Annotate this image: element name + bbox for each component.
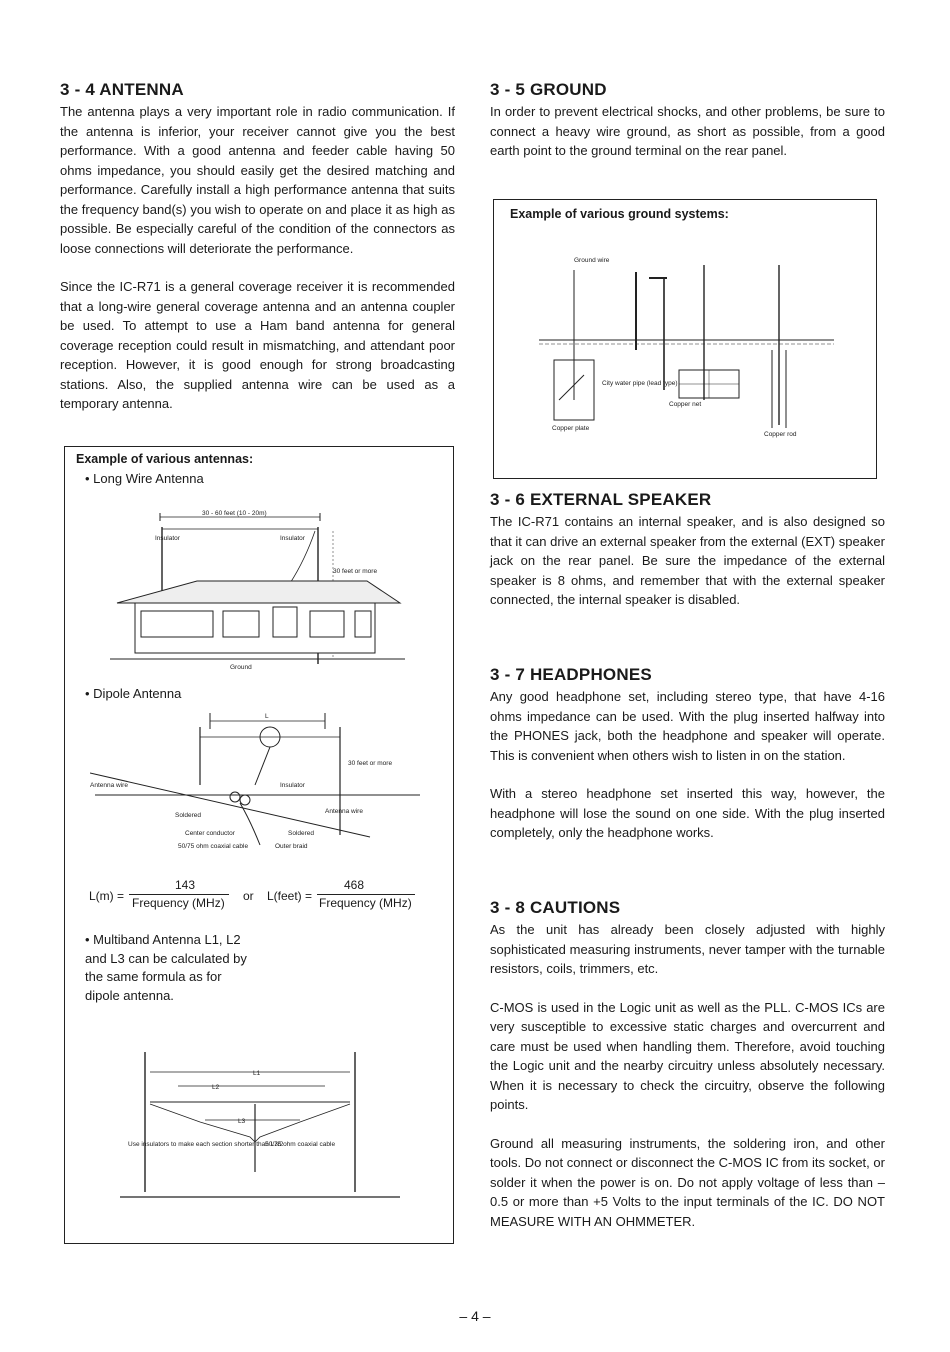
cautions-section	[490, 898, 885, 1231]
copper-plate-label: Copper plate	[552, 425, 590, 432]
formula-num1: 143	[175, 878, 196, 892]
ground-examples-box	[493, 199, 877, 479]
water-pipe-label: City water pipe (lead type)	[602, 380, 678, 387]
ground-paragraph: In order to prevent electrical shocks, and other problems, be sure to connect a heavy wire ground, as short as possible, from a good earth point to the ground terminal on the rear panel.	[490, 104, 885, 158]
dipole-coax-label: 50/75 ohm coaxial cable	[178, 843, 249, 850]
formula-lm: L(m) =	[89, 889, 125, 903]
copper-net-label: Copper net	[669, 401, 702, 408]
longwire-label: • Long Wire Antenna	[85, 471, 204, 486]
dipole-antenna-wire-right: Antenna wire	[325, 808, 363, 815]
dipole-formula	[89, 875, 429, 915]
longwire-height-label: 30 feet or more	[333, 568, 378, 575]
antenna-examples-box	[64, 446, 454, 1244]
page-number: – 4 –	[459, 1308, 491, 1324]
multiband-l1: L1	[253, 1070, 261, 1077]
longwire-insulator-left: Insulator	[155, 535, 180, 542]
dipole-antenna-wire-left: Antenna wire	[90, 782, 128, 789]
right-column	[490, 80, 885, 161]
ground-box-title: Example of various ground systems:	[510, 207, 729, 221]
multiband-l3: L3	[238, 1118, 246, 1125]
formula-lft: L(feet) =	[267, 889, 313, 903]
longwire-ground-label: Ground	[230, 664, 252, 671]
dipole-insulator-label: Insulator	[280, 782, 305, 789]
formula-den1: Frequency (MHz)	[132, 896, 225, 910]
dipole-soldered-left: Soldered	[175, 812, 202, 819]
dipole-braid-label: Outer braid	[275, 843, 308, 850]
left-column	[60, 80, 455, 414]
longwire-span-label: 30 - 60 feet (10 - 20m)	[202, 510, 267, 517]
headphones-heading: 3 - 7 HEADPHONES	[490, 665, 652, 684]
longwire-insulator-right: Insulator	[280, 535, 305, 542]
dipole-center-conductor: Center conductor	[185, 830, 235, 837]
ground-systems-diagram	[534, 250, 854, 450]
dipole-label: • Dipole Antenna	[85, 686, 182, 701]
dipole-soldered-right: Soldered	[288, 830, 315, 837]
speaker-paragraph: The IC-R71 contains an internal speaker, and is also designed so that it can drive an external speaker from the external (EXT) speaker jack on the rear panel. Be sure the impedance of the external speaker is 8 ohms, and remember that with the external speaker connected, the internal speaker is disabled.	[490, 514, 885, 607]
headphones-section	[490, 665, 885, 843]
copper-rod-label: Copper rod	[764, 431, 797, 438]
headphones-paragraph-2: With a stereo headphone set inserted this way, however, the headphone will lose the sound on one side. With the plug inserted completely, only the headphone works.	[490, 786, 885, 840]
longwire-antenna-diagram	[105, 499, 425, 679]
dipole-height-label: 30 feet or more	[348, 760, 393, 767]
antenna-paragraph-2: Since the IC-R71 is a general coverage receiver it is recommended that a long-wire general coverage antenna and an antenna coupler be used. To attempt to use a Ham band antenna for general coverage reception could result in mismatching, and attendant poor reception. However, it is good enough for strong broadcasting stations. Also, the supplied antenna wire can be used as a temporary antenna.	[60, 279, 455, 411]
formula-num2: 468	[344, 878, 365, 892]
antenna-box-title: Example of various antennas:	[76, 452, 254, 466]
multiband-insulators-note: Use insulators to make each section shorter than L3/2	[128, 1141, 284, 1148]
cautions-paragraph-2: C-MOS is used in the Logic unit as well as the PLL. C-MOS ICs are very susceptible to excessive static charges and overcurrent and care must be used when handling them. Therefore, avoid touching the Logic unit and the nearby circuitry unless absolutely necessary. When it is necessary to check the circuitry, observe the following points.	[490, 999, 885, 1112]
ground-heading: 3 - 5 GROUND	[490, 80, 607, 99]
multiband-coax-label: 50/75 ohm coaxial cable	[265, 1141, 336, 1148]
multiband-l2: L2	[212, 1084, 220, 1091]
cautions-paragraph-1: As the unit has already been closely adjusted with highly sophisticated measuring instruments, never tamper with the turnable resistors, coils, trimmers, etc.	[490, 922, 885, 976]
antenna-paragraph-1: The antenna plays a very important role in radio communication. If the antenna is inferior, your receiver cannot give you the best performance. With a good antenna and feeder cable having 50 ohms impedance, you should easily get the desired matching and performance. Carefully install a high performance antenna that suits the frequency band(s) you wish to operate on and place it as high as possible. Be especially careful of the condition of the connectors as loose connections will deteriorate the performance.	[60, 104, 455, 256]
multiband-antenna-diagram	[110, 1042, 430, 1212]
speaker-section	[490, 490, 885, 610]
speaker-heading: 3 - 6 EXTERNAL SPEAKER	[490, 490, 712, 509]
multiband-text: • Multiband Antenna L1, L2 and L3 can be calculated by the same formula as for dipole antenna.	[85, 932, 247, 1003]
dipole-l-label: L	[265, 713, 269, 720]
antenna-heading: 3 - 4 ANTENNA	[60, 80, 184, 99]
cautions-heading: 3 - 8 CAUTIONS	[490, 898, 621, 917]
dipole-antenna-diagram	[90, 705, 430, 855]
formula-den2: Frequency (MHz)	[319, 896, 412, 910]
cautions-paragraph-3: Ground all measuring instruments, the soldering iron, and other tools. Do not connect or disconnect the C-MOS IC from its socket, or solder it when the power is on. Do not apply voltage of less than –0.5 or more than +5 Volts to the input terminals of the IC. DO NOT MEASURE WITH AN OHMMETER.	[490, 1135, 885, 1229]
ground-wire-label: Ground wire	[574, 257, 610, 264]
formula-or: or	[243, 889, 254, 903]
headphones-paragraph-1: Any good headphone set, including stereo type, that have 4-16 ohms impedance can be used. With the plug inserted halfway into the PHONES jack, both the headphone and speaker will operate. This is convenient when others wish to listen in on the station.	[490, 689, 885, 763]
